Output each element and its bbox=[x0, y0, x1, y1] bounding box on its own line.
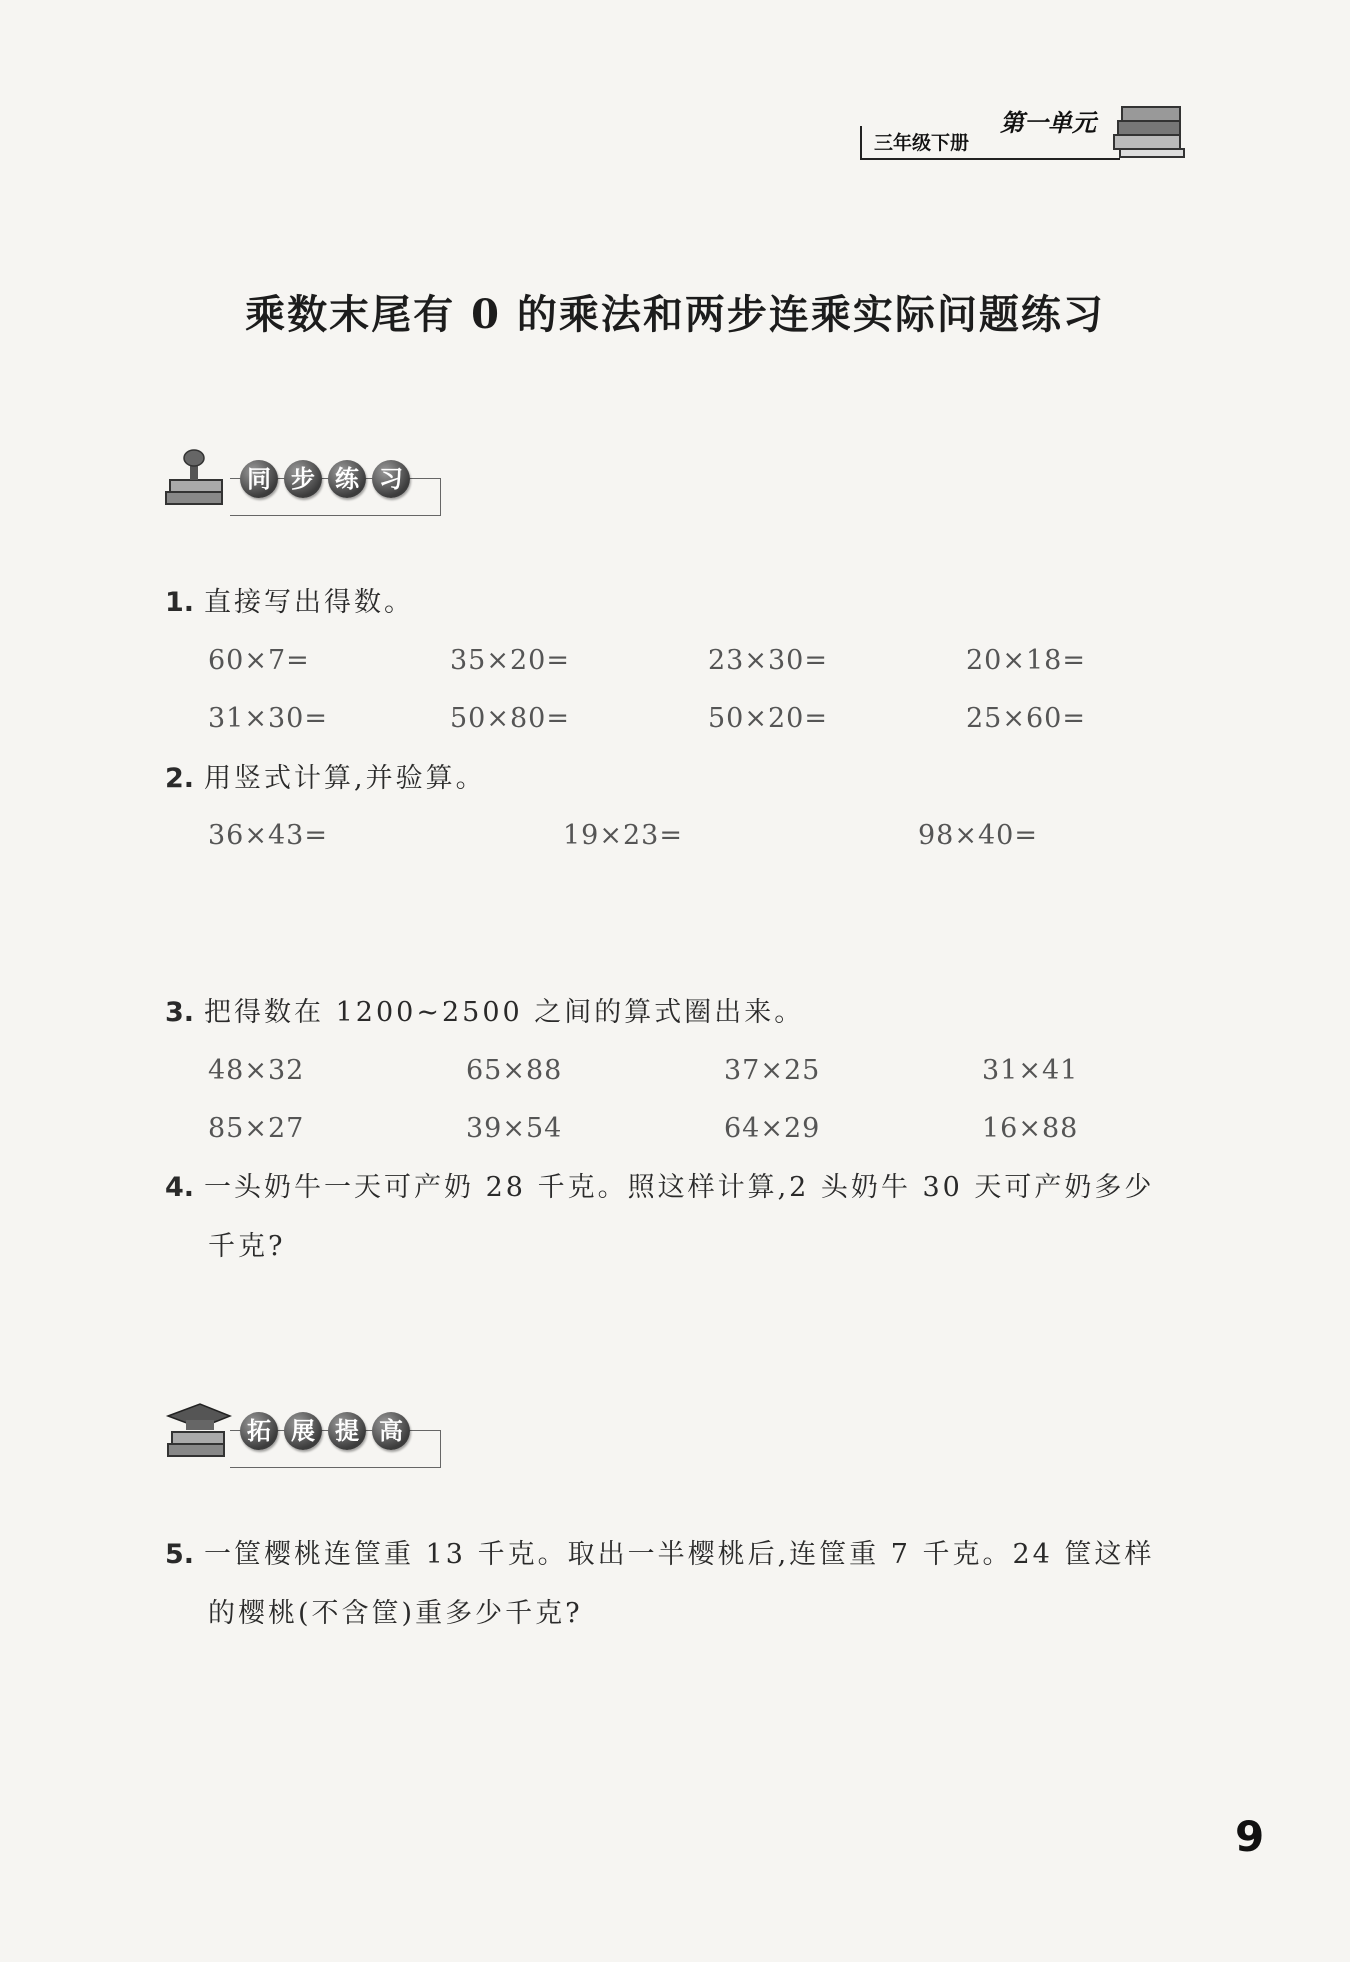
expr: 64×29 bbox=[724, 1113, 821, 1144]
expr: 98×40= bbox=[918, 820, 1038, 851]
question-text-line2: 千克? bbox=[208, 1231, 286, 1262]
question-text-line2: 的樱桃(不含筐)重多少千克? bbox=[208, 1598, 583, 1629]
expr: 65×88 bbox=[466, 1055, 563, 1086]
expr: 50×20= bbox=[708, 703, 828, 734]
section-extend bbox=[160, 1412, 460, 1472]
section-chip: 拓 bbox=[240, 1412, 278, 1450]
section-chip: 步 bbox=[284, 460, 322, 498]
expr: 48×32 bbox=[208, 1055, 305, 1086]
question-number: 3. bbox=[165, 997, 195, 1028]
question-text-line1: 一头奶牛一天可产奶 28 千克。照这样计算,2 头奶牛 30 天可产奶多少 bbox=[204, 1172, 1155, 1203]
expr: 85×27 bbox=[208, 1113, 305, 1144]
expr: 20×18= bbox=[966, 645, 1086, 676]
expr: 39×54 bbox=[466, 1113, 563, 1144]
expr: 36×43= bbox=[208, 820, 328, 851]
question-number: 5. bbox=[165, 1539, 195, 1570]
unit-label: 第一单元 bbox=[1000, 109, 1096, 137]
expr: 16×88 bbox=[982, 1113, 1079, 1144]
question-text: 用竖式计算,并验算。 bbox=[204, 763, 486, 794]
books-icon bbox=[1110, 95, 1190, 165]
question-3 bbox=[165, 995, 804, 1030]
question-number: 1. bbox=[165, 587, 195, 618]
page-title: 乘数末尾有 0 的乘法和两步连乘实际问题练习 bbox=[245, 291, 1105, 338]
question-2 bbox=[165, 761, 486, 796]
grade-label: 三年级下册 bbox=[860, 126, 1002, 160]
section-chip: 高 bbox=[372, 1412, 410, 1450]
lamp-books-icon bbox=[160, 446, 232, 516]
graduation-cap-icon bbox=[160, 1398, 232, 1468]
question-text: 直接写出得数。 bbox=[204, 587, 415, 618]
expr: 50×80= bbox=[450, 703, 570, 734]
expr: 60×7= bbox=[208, 645, 310, 676]
section-chip: 同 bbox=[240, 460, 278, 498]
section-chip: 习 bbox=[372, 460, 410, 498]
expr: 23×30= bbox=[708, 645, 828, 676]
section-chip: 练 bbox=[328, 460, 366, 498]
section-sync-practice bbox=[160, 460, 460, 520]
question-number: 4. bbox=[165, 1172, 195, 1203]
expr: 19×23= bbox=[563, 820, 683, 851]
expr: 31×41 bbox=[982, 1055, 1079, 1086]
page-number: 9 bbox=[1235, 1812, 1265, 1861]
expr: 31×30= bbox=[208, 703, 328, 734]
expr: 25×60= bbox=[966, 703, 1086, 734]
header-rule bbox=[860, 158, 1120, 160]
question-text-line1: 一筐樱桃连筐重 13 千克。取出一半樱桃后,连筐重 7 千克。24 筐这样 bbox=[204, 1539, 1155, 1570]
question-1 bbox=[165, 585, 414, 620]
expr: 37×25 bbox=[724, 1055, 821, 1086]
question-text: 把得数在 1200~2500 之间的算式圈出来。 bbox=[204, 997, 805, 1028]
question-5 bbox=[165, 1537, 1154, 1572]
question-number: 2. bbox=[165, 763, 195, 794]
section-chip: 展 bbox=[284, 1412, 322, 1450]
section-chip: 提 bbox=[328, 1412, 366, 1450]
question-4 bbox=[165, 1170, 1154, 1205]
expr: 35×20= bbox=[450, 645, 570, 676]
